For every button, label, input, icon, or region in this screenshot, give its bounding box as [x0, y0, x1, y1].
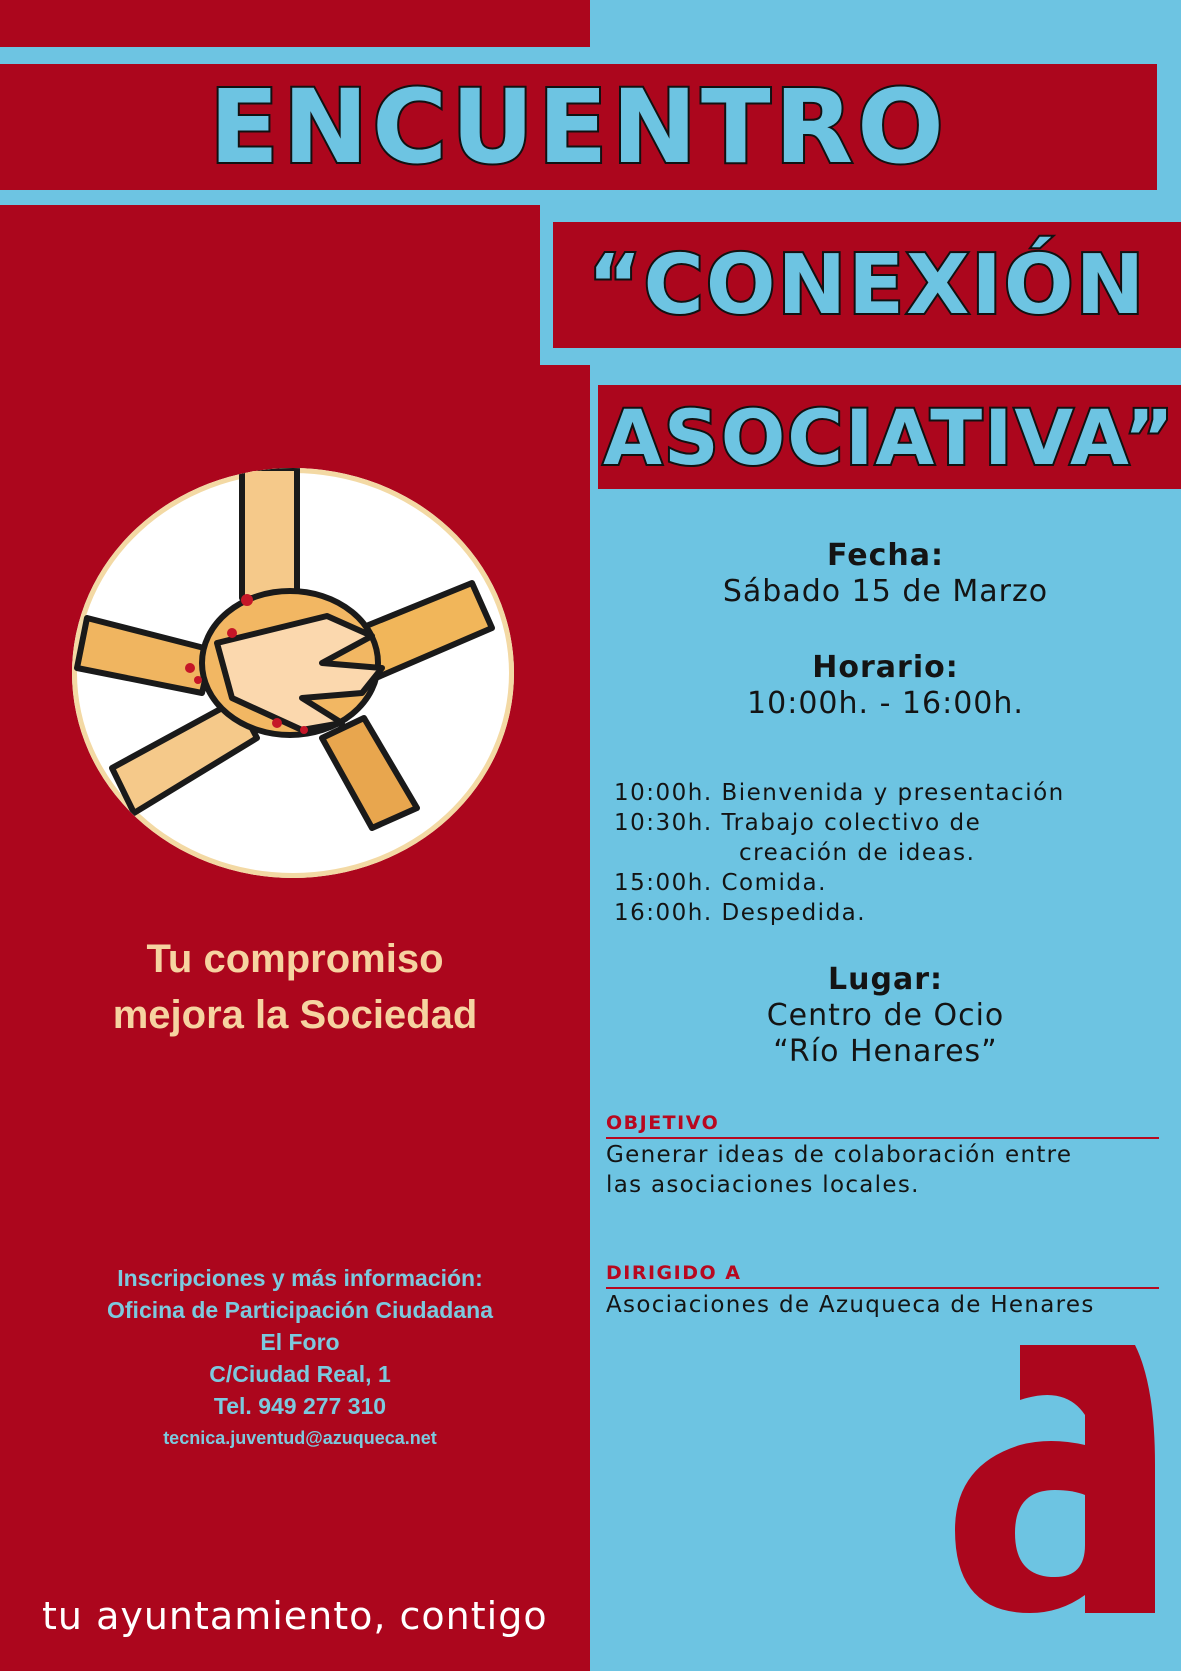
contact-line-5: Tel. 949 277 310 — [213, 1393, 387, 1419]
date-value: Sábado 15 de Marzo — [722, 574, 1049, 609]
date-block — [590, 538, 1181, 610]
contact-line-3: El Foro — [260, 1329, 340, 1355]
contact-info — [0, 1262, 600, 1454]
emblem — [72, 468, 514, 878]
slogan-line-2: mejora la Sociedad — [112, 993, 478, 1037]
place-line-2: “Río Henares” — [773, 1034, 998, 1069]
schedule-item: 15:00h. Comida. — [614, 870, 827, 896]
title-bar-2 — [553, 222, 1181, 348]
objective-divider — [606, 1137, 1159, 1139]
hours-block — [590, 650, 1181, 722]
joined-hands-icon — [72, 468, 514, 878]
title-bar-3 — [598, 385, 1181, 489]
place-block — [590, 962, 1181, 1070]
schedule-list — [614, 778, 1065, 928]
title-line-3: ASOCIATIVA” — [603, 392, 1176, 482]
letter-a-logo-icon — [955, 1345, 1155, 1615]
schedule-item: 10:30h. Trabajo colectivo de — [614, 810, 982, 836]
hours-label: Horario: — [812, 650, 959, 685]
schedule-item: creación de ideas. — [739, 840, 976, 866]
date-label: Fecha: — [826, 538, 944, 573]
footer-slogan: tu ayuntamiento, contigo — [42, 1594, 548, 1638]
objective-label: OBJETIVO — [606, 1112, 720, 1134]
hours-value: 10:00h. - 16:00h. — [747, 686, 1024, 721]
slogan-line-1: Tu compromiso — [146, 937, 444, 981]
schedule-item: 16:00h. Despedida. — [614, 900, 867, 926]
audience-divider — [606, 1287, 1159, 1289]
contact-line-1: Inscripciones y más información: — [117, 1265, 483, 1291]
title-bar-1 — [0, 64, 1157, 190]
place-label: Lugar: — [828, 962, 943, 997]
slogan — [0, 932, 590, 1042]
audience-label: DIRIGIDO A — [606, 1262, 742, 1284]
title-line-1: ENCUENTRO — [209, 67, 948, 187]
objective-text — [606, 1140, 1072, 1200]
contact-line-2: Oficina de Participación Ciudadana — [107, 1297, 493, 1323]
title-line-2: “CONEXIÓN — [587, 237, 1147, 333]
contact-email: tecnica.juventud@azuqueca.net — [163, 1428, 437, 1448]
objective-line-2: las asociaciones locales. — [606, 1172, 920, 1198]
place-line-1: Centro de Ocio — [766, 998, 1005, 1033]
audience-text: Asociaciones de Azuqueca de Henares — [606, 1292, 1095, 1318]
contact-line-4: C/Ciudad Real, 1 — [209, 1361, 391, 1387]
objective-line-1: Generar ideas de colaboración entre — [606, 1142, 1073, 1168]
schedule-item: 10:00h. Bienvenida y presentación — [614, 780, 1065, 806]
